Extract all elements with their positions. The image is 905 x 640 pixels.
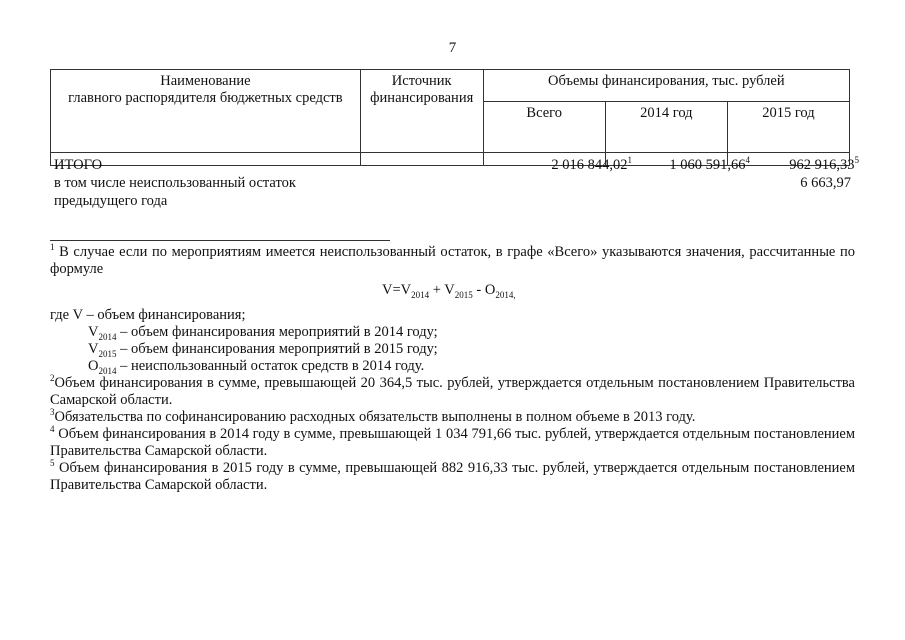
footnote-1: $^1$ В случае если по мероприятиям имеется неиспользованный остаток, в графе «Всего» указываются значения, рассчитанные по формуле [50, 242, 855, 277]
sub-label-line2: предыдущего года [54, 193, 168, 209]
footnote-divider [50, 240, 390, 241]
footnote-4: $^4$ Объем финансирования в 2014 году в сумме, превышающей 1 034 791,66 тыс. рублей, утверждается отдельным постановлением Правительства Самарской области. [50, 424, 856, 459]
page-number: 7 [448, 40, 457, 56]
header-source-cell [360, 70, 483, 153]
totals-label: ИТОГО [54, 157, 103, 173]
header-source-line2: финансирования [370, 90, 474, 106]
header-2015-cell: 2015 год [727, 102, 849, 153]
footnote-2: $^2$Объем финансирования в сумме, превышающей 20 364,5 тыс. рублей, утверждается отдельным постановлением Правительства Самарской области. [50, 373, 855, 408]
formula-def-3: $O_{2014}$ – неиспользованный остаток средств в 2014 году. [88, 358, 425, 376]
formula: $V=V_{2014} + V_{2015} - O_{2014,}$ [382, 282, 516, 300]
formula-where: где V – объем финансирования; [50, 307, 246, 323]
totals-2014: 1 060 591,66$^4$ [669, 155, 750, 173]
header-volumes-cell: Объемы финансирования, тыс. рублей [483, 70, 849, 102]
footnotes [50, 244, 855, 494]
totals-all: 2 016 844,02$^1$ [551, 155, 632, 173]
header-name-cell [51, 70, 361, 153]
header-source-line1: Источник [391, 73, 452, 89]
financing-table [50, 69, 850, 166]
header-2014-cell: 2014 год [605, 102, 727, 153]
sub-2015: 6 663,97 [800, 175, 851, 191]
sub-label-line1: в том числе неиспользованный остаток [54, 175, 296, 191]
formula-def-1: $V_{2014}$ – объем финансирования мероприятий в 2014 году; [88, 324, 438, 342]
footnote-5: $^5$ Объем финансирования в 2015 году в сумме, превышающей 882 916,33 тыс. рублей, утверждается отдельным постановлением Правительства Самарской области. [50, 458, 856, 493]
formula-def-2: $V_{2015}$ – объем финансирования мероприятий в 2015 году; [88, 341, 438, 359]
footnote-3: $^3$Обязательства по софинансированию расходных обязательств выполнены в полном объеме в 2013 году. [50, 407, 696, 425]
header-name-line2: главного распорядителя бюджетных средств [68, 90, 343, 106]
table-header-row [51, 70, 850, 102]
header-name-line1: Наименование [160, 73, 251, 89]
header-total-cell: Всего [483, 102, 605, 153]
totals-2015: 962 916,33$^5$ [789, 155, 859, 173]
